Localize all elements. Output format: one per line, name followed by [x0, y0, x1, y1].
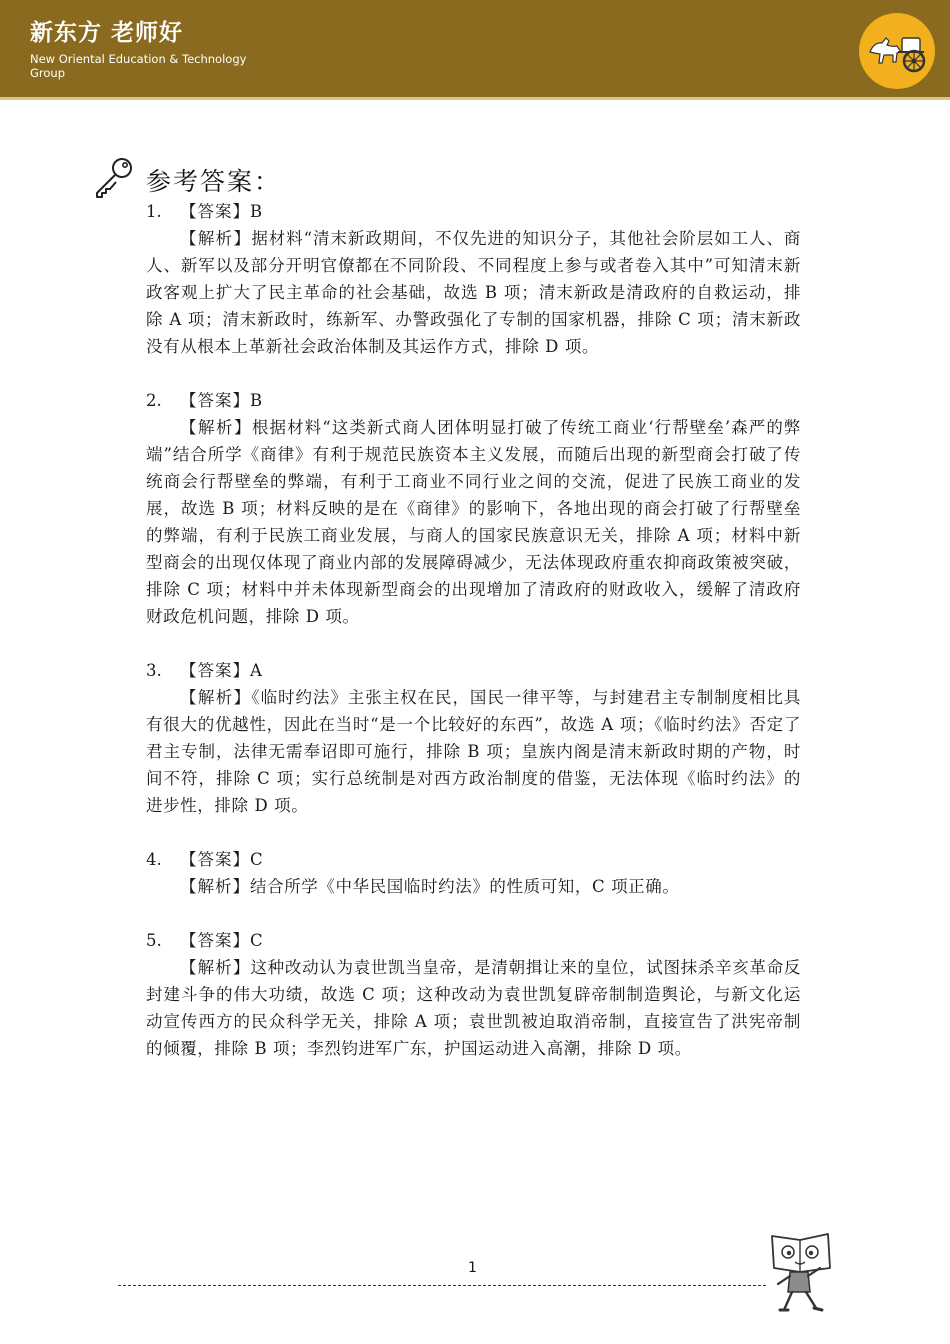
analysis-paragraph — [146, 225, 801, 360]
answer-line — [146, 657, 801, 684]
key-icon — [92, 155, 136, 199]
item-number: 5. — [146, 931, 162, 950]
analysis-tag: 【解析】 — [180, 688, 252, 707]
answer-tag: 【答案】 — [180, 661, 250, 680]
item-number: 3. — [146, 661, 162, 680]
answer-line — [146, 387, 801, 414]
answer-item — [146, 846, 801, 900]
answer-item — [146, 927, 801, 1062]
answer-value: C — [250, 931, 263, 950]
item-number: 4. — [146, 850, 162, 869]
analysis-text: 这种改动认为袁世凯当皇帝，是清朝揖让来的皇位，试图抹杀辛亥革命反封建斗争的伟大功绩，故选 C 项；这种改动为袁世凯复辟帝制制造舆论，与新文化运动宣传西方的民众科学无关，排除 A 项；袁世凯被迫取消帝制，直接宣告了洪宪帝制的倾覆，排除 B 项；李烈钧进军广东，护国运动进入高潮，排除 D 项。 — [146, 958, 802, 1058]
answer-line — [146, 927, 801, 954]
answer-item — [146, 198, 801, 360]
analysis-tag: 【解析】 — [180, 958, 251, 977]
item-number: 1. — [146, 202, 162, 221]
book-mascot-icon — [766, 1228, 838, 1316]
answer-list — [146, 198, 801, 1089]
answer-tag: 【答案】 — [180, 850, 250, 869]
section-title: 参考答案： — [146, 167, 282, 196]
answer-tag: 【答案】 — [180, 202, 250, 221]
answer-value: B — [250, 391, 263, 410]
header-bar — [0, 0, 950, 100]
answer-item — [146, 657, 801, 819]
item-number: 2. — [146, 391, 162, 410]
horse-carriage-logo-icon — [858, 12, 936, 90]
brand-name-cn: 新东方 老师好 — [30, 20, 184, 46]
answer-line — [146, 846, 801, 873]
analysis-text: 根据材料“这类新式商人团体明显打破了传统工商业‘行帮壁垒’森严的弊端”结合所学《商律》有利于规范民族资本主义发展，而随后出现的新型商会打破了传统商会行帮壁垒的弊端，有利于工商业不同行业之间的交流，促进了民族工商业的发展，故选 B 项；材料反映的是在《商律》的影响下，各地出现的商会打破了行帮壁垒的弊端，有利于民族工商业发展，与商人的国家民族意识无关，排除 A 项；材料中新型商会的出现仅体现了商业内部的发展障碍减少，无法体现政府重农抑商政策被突破，排除 C 项；材料中并未体现新型商会的出现增加了清政府的财政收入，缓解了清政府财政危机问题，排除 D 项。 — [146, 418, 801, 626]
answer-item — [146, 387, 801, 630]
analysis-paragraph — [146, 954, 801, 1062]
analysis-text: 据材料“清末新政期间，不仅先进的知识分子，其他社会阶层如工人、商人、新军以及部分开明官僚都在不同阶段、不同程度上参与或者卷入其中”可知清末新政客观上扩大了民主革命的社会基础，故选 B 项；清末新政是清政府的自救运动，排除 A 项；清末新政时，练新军、办警政强化了专制的国家机器，排除 C 项；清末新政没有从根本上革新社会政治体制及其运作方式，排除 D 项。 — [146, 229, 801, 356]
page-number: 1 — [468, 1260, 477, 1276]
analysis-text: 《临时约法》主张主权在民，国民一律平等，与封建君主专制制度相比具有很大的优越性，因此在当时“是一个比较好的东西”，故选 A 项；《临时约法》否定了君主专制，法律无需奉诏即可施行，排除 B 项；皇族内阁是清末新政时期的产物，时间不符，排除 C 项；实行总统制是对西方政治制度的借鉴，无法体现《临时约法》的进步性，排除 D 项。 — [146, 688, 802, 815]
answer-value: A — [250, 661, 262, 680]
answer-tag: 【答案】 — [180, 391, 250, 410]
analysis-text: 结合所学《中华民国临时约法》的性质可知，C 项正确。 — [250, 877, 680, 896]
analysis-tag: 【解析】 — [180, 877, 250, 896]
answer-line — [146, 198, 801, 225]
analysis-paragraph — [146, 873, 801, 900]
analysis-paragraph — [146, 684, 801, 819]
answer-tag: 【答案】 — [180, 931, 250, 950]
analysis-tag: 【解析】 — [180, 418, 252, 437]
analysis-tag: 【解析】 — [180, 229, 252, 248]
footer-divider — [118, 1285, 766, 1286]
analysis-paragraph — [146, 414, 801, 630]
answer-value: B — [250, 202, 263, 221]
answer-value: C — [250, 850, 263, 869]
brand-name-en: New Oriental Education & Technology Group — [30, 52, 247, 80]
